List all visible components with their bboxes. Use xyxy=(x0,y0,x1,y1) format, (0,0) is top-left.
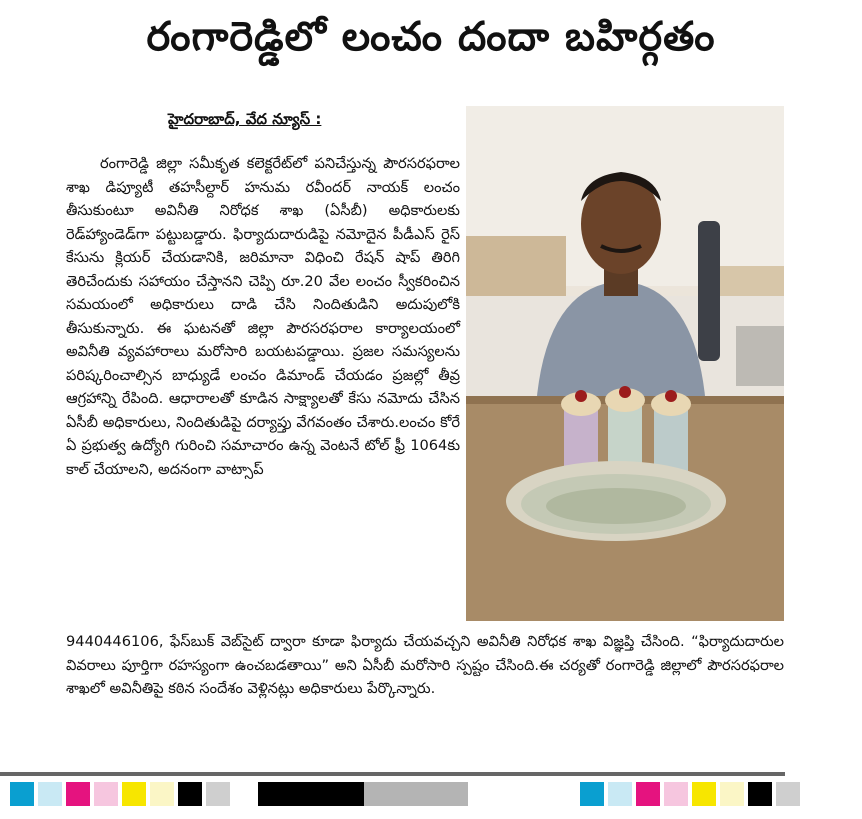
swatch-light-magenta xyxy=(94,782,118,806)
black-bar xyxy=(258,782,364,806)
swatch-cyan-right xyxy=(580,782,604,806)
swatch-gray-right xyxy=(776,782,800,806)
article-body-full-width: 9440446106, ఫేస్‌బుక్ వెబ్‌సైట్ ద్వారా కూడా ఫిర్యాదు చేయవచ్చని అవినీతి నిరోధక శాఖ విజ్ఞప్తి చేసింది. “ఫిర్యాదుదారుల వివరాలు పూర్తిగా రహస్యంగా ఉంచబడతాయి” అని ఏసీబీ మరోసారి స్పష్టం చేసింది.ఈ చర్యతో రంగారెడ్డి జిల్లాలో పౌరసరఫరాల శాఖలో అవినీతిపై కఠిన సందేశం వెళ్లినట్లు అధికారులు పేర్కొన్నారు. xyxy=(66,633,784,697)
swatch-yellow-right xyxy=(692,782,716,806)
swatch-light-magenta-right xyxy=(664,782,688,806)
swatch-cyan xyxy=(10,782,34,806)
separator-rule xyxy=(0,772,785,776)
swatch-black xyxy=(178,782,202,806)
article-body-column: రంగారెడ్డి జిల్లా సమీకృత కలెక్టరేట్‌లో పనిచేస్తున్న పౌరసరఫరాల శాఖ డిప్యూటీ తహసీల్దార్ హనుమ రవీందర్ నాయక్ లంచం తీసుకుంటూ అవినీతి నిరోధక శాఖ (ఏసీబీ) అధికారులకు రెడ్‌హ్యాండెడ్‌గా పట్టుబడ్డారు. ఫిర్యాదుదారుడిపై నమోదైన పీడీఎస్ రైస్ కేసును క్లియర్ చేయడానికి, జరిమానా విధించి రేషన్ షాప్ తిరిగి తెరిచేందుకు సహాయం చేస్తానని చెప్పి రూ.20 వేల లంచం స్వీకరించిన సమయంలో అధికారులు దాడి చేసి నిందితుడిని అదుపులోకి తీసుకున్నారు. ఈ ఘటనతో జిల్లా పౌరసరఫరాల కార్యాలయంలో అవినీతి వ్యవహారాలు మరోసారి బయటపడ్డాయి. ప్రజల సమస్యలను పరిష్కరించాల్సిన బాధ్యుడే లంచం డిమాండ్ చేయడం ప్రజల్లో తీవ్ర ఆగ్రహాన్ని రేపింది. ఆధారాలతో కూడిన సాక్ష్యాలతో కేసు నమోదు చేసిన ఏసీబీ అధికారులు, నిందితుడిపై దర్యాప్తు వేగవంతం చేశారు.లంచం కోరే ఏ ప్రభుత్వ ఉద్యోగి గురించి సమాచారం ఉన్న వెంటనే టోల్ ఫ్రీ 1064కు కాల్ చేయాలని, అదనంగా వాట్సాప్ xyxy=(66,155,460,478)
dateline: హైదరాబాద్, వేద న్యూస్ : xyxy=(168,110,322,128)
gray-bar xyxy=(364,782,468,806)
swatch-black-right xyxy=(748,782,772,806)
swatch-magenta xyxy=(66,782,90,806)
swatch-magenta-right xyxy=(636,782,660,806)
headline: రంగారెడ్డిలో లంచం దందా బహిర్గతం xyxy=(146,14,716,60)
swatch-yellow xyxy=(122,782,146,806)
news-photo xyxy=(466,106,784,621)
swatch-light-cyan xyxy=(38,782,62,806)
photo-illustration xyxy=(466,106,784,621)
swatch-light-yellow xyxy=(150,782,174,806)
swatch-gray xyxy=(206,782,230,806)
swatch-light-cyan-right xyxy=(608,782,632,806)
swatch-light-yellow-right xyxy=(720,782,744,806)
